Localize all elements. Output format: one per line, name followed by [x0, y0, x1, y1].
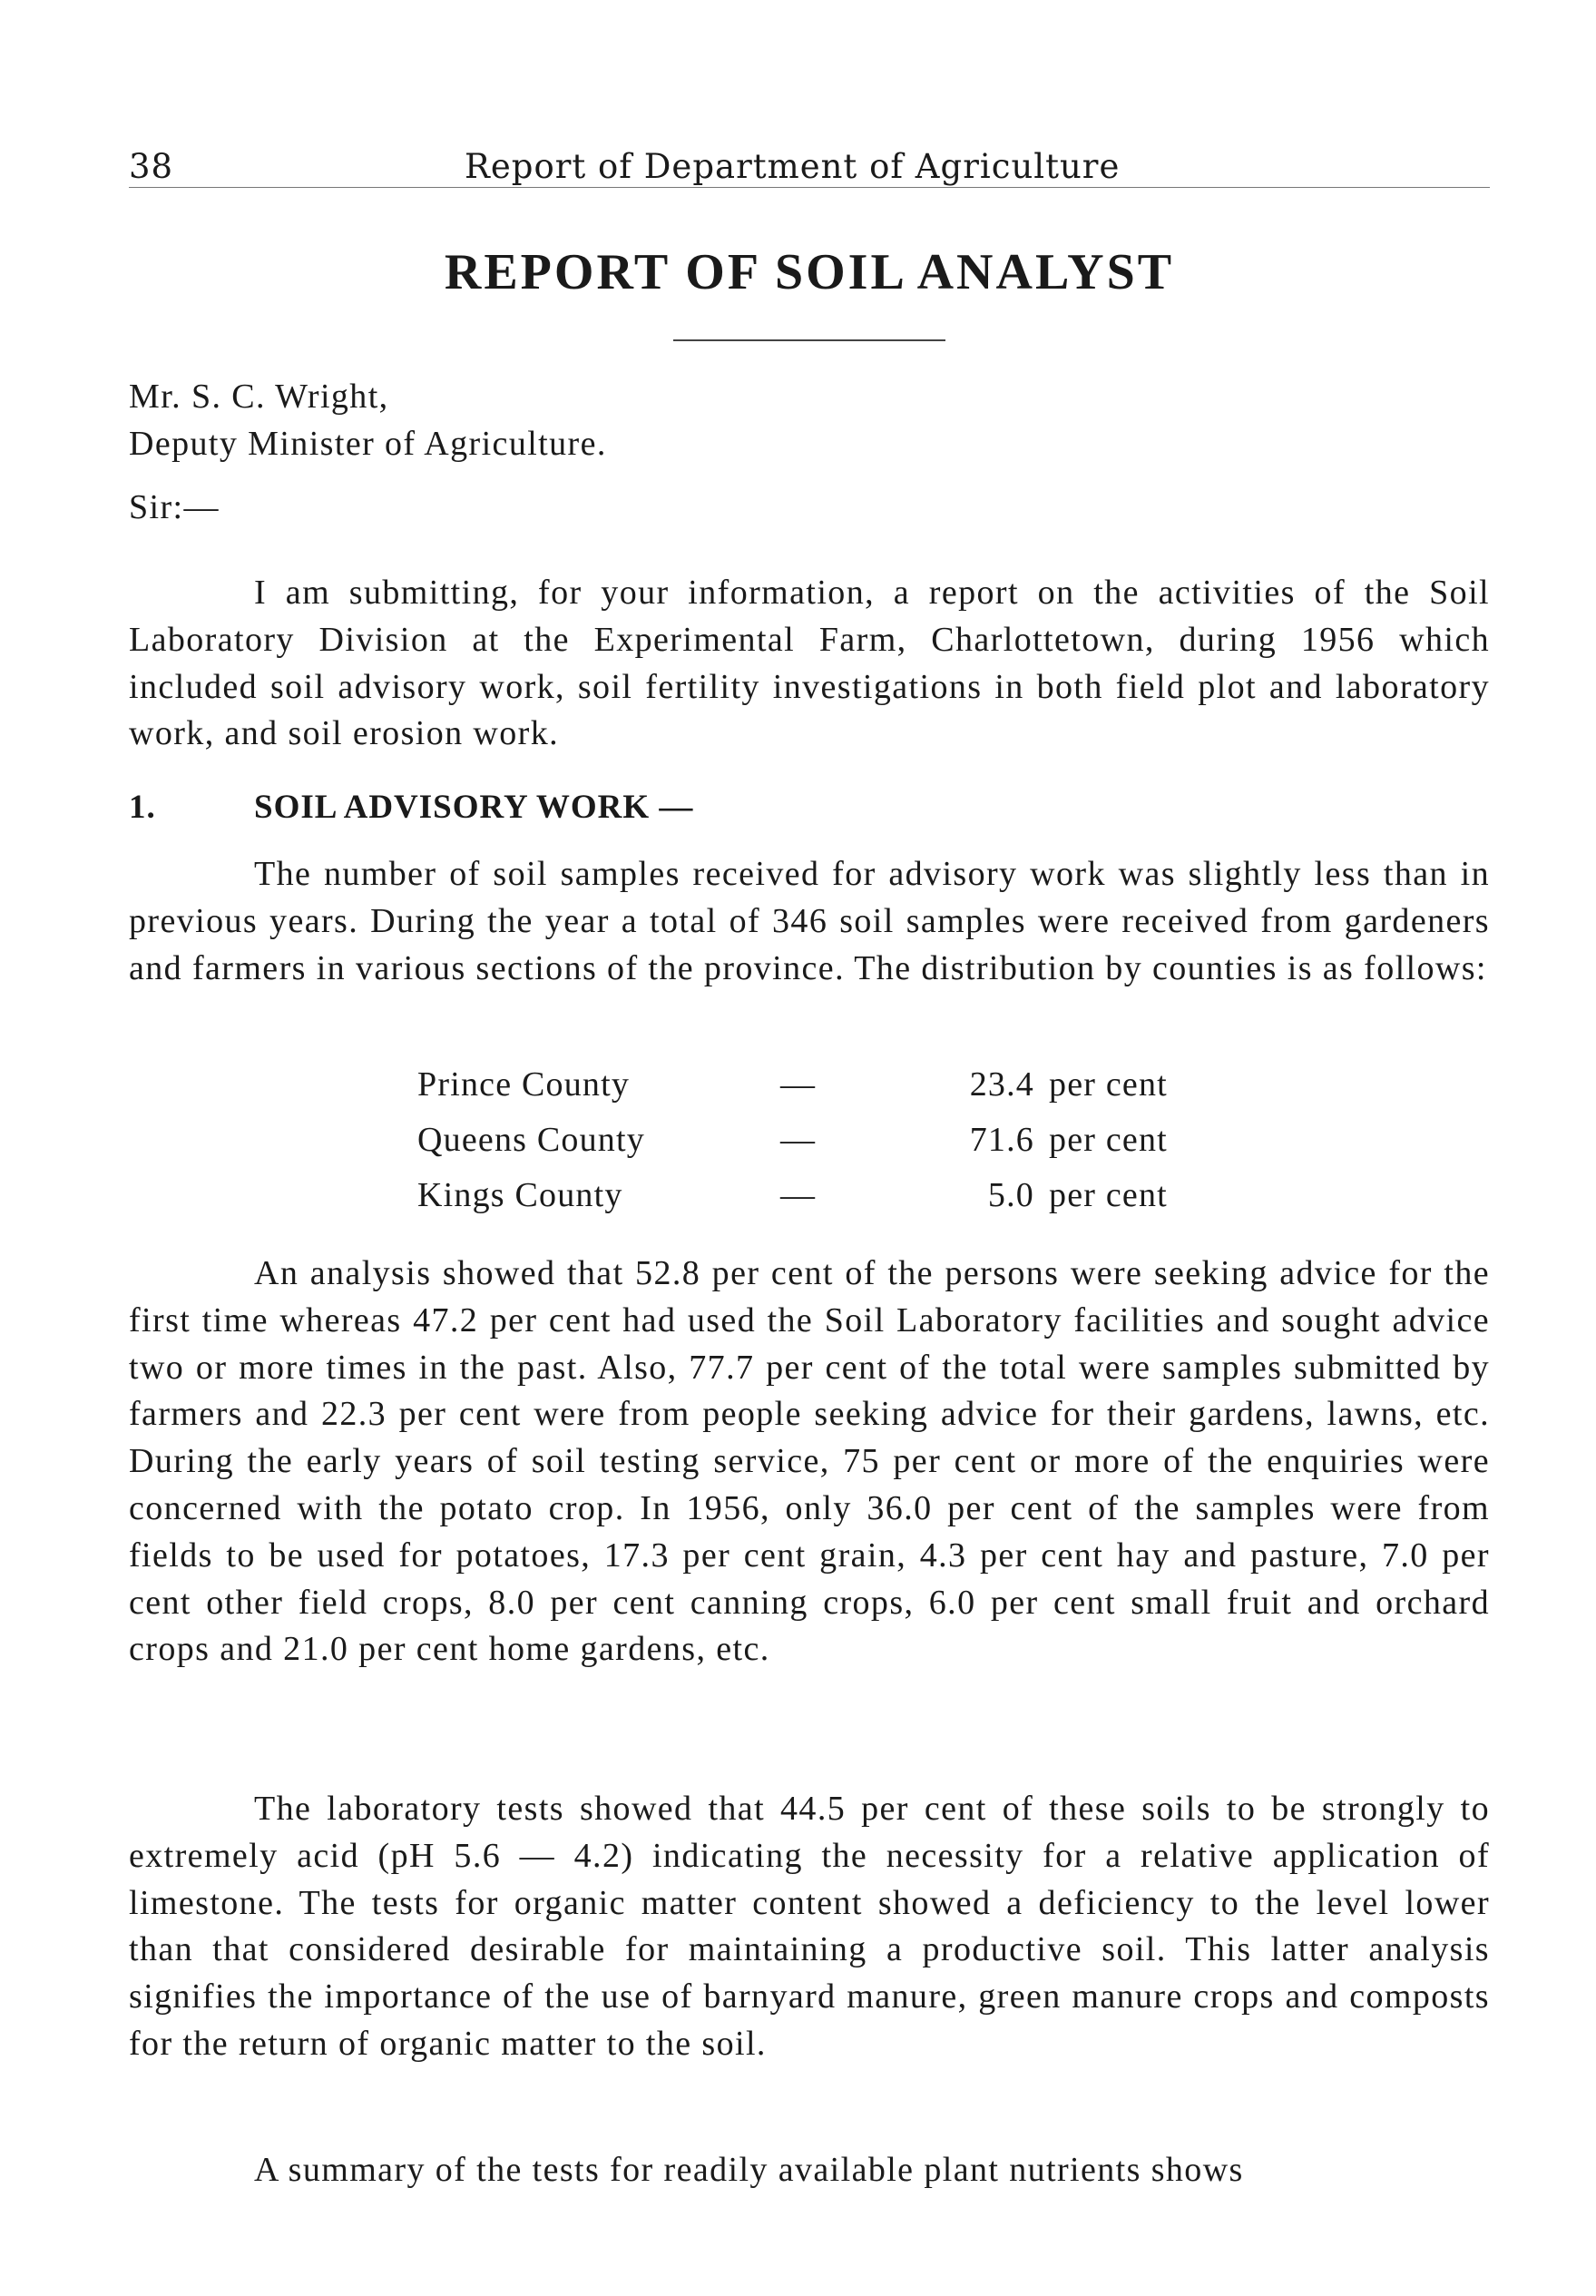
- county-unit: per cent: [1049, 1120, 1168, 1159]
- county-name: Queens County: [417, 1120, 645, 1159]
- dash: —: [780, 1120, 817, 1159]
- section-paragraph-4: [129, 2147, 1490, 2194]
- section-paragraph-4-text: A summary of the tests for readily available plant nutrients shows: [254, 2151, 1244, 2189]
- addressee: Mr. S. C. Wright,: [129, 378, 389, 416]
- document-page: [129, 136, 1490, 2189]
- table-row: [417, 1167, 1248, 1222]
- dash: —: [780, 1065, 817, 1104]
- county-value: 23.4: [969, 1065, 1034, 1104]
- header-rule: [129, 187, 1490, 188]
- report-title: REPORT OF SOIL ANALYST: [444, 244, 1175, 300]
- dash: —: [780, 1175, 817, 1214]
- county-unit: per cent: [1049, 1065, 1168, 1104]
- running-title: Report of Department of Agriculture: [465, 147, 1121, 186]
- page-number: 38: [129, 147, 174, 186]
- county-name: Kings County: [417, 1175, 623, 1214]
- greeting: Sir:—: [129, 488, 220, 526]
- section-paragraph-1-text: The number of soil samples received for advisory work was slightly less than in previous years. During the year a total of 346 soil samples were received from gardeners and farmers in various sections of the province. The distribution by counties is as follows:: [129, 855, 1490, 987]
- section-number: 1.: [129, 789, 156, 826]
- running-header: [129, 136, 1490, 189]
- county-name: Prince County: [417, 1065, 631, 1104]
- section-paragraph-3: [129, 1786, 1490, 2068]
- county-value: 71.6: [969, 1120, 1034, 1159]
- section-paragraph-1: [129, 851, 1490, 992]
- intro-paragraph-text: I am submitting, for your information, a report on the activities of the Soil Laboratory Division at the Experimental Farm, Charlottetown, during 1956 which included soil advisory work, soil fertility investigations in both field plot and laboratory work, and soil erosion work.: [129, 574, 1490, 753]
- table-row: [417, 1112, 1248, 1167]
- table-row: [417, 1056, 1248, 1112]
- county-value: 5.0: [987, 1175, 1034, 1214]
- section-paragraph-3-text: The laboratory tests showed that 44.5 per cent of these soils to be strongly to extremely acid (pH 5.6 — 4.2) indicating the necessity for a relative application of limestone. The tests for organic matter content showed a deficiency to the level lower than that considered desirable for maintaining a productive soil. This latter analysis signifies the importance of the use of barnyard manure, green manure crops and composts for the return of organic matter to the soil.: [129, 1790, 1490, 2063]
- section-paragraph-2: [129, 1251, 1490, 1673]
- county-unit: per cent: [1049, 1175, 1168, 1214]
- county-distribution-table: [417, 1056, 1248, 1222]
- title-rule: [673, 339, 945, 341]
- section-paragraph-2-text: An analysis showed that 52.8 per cent of the persons were seeking advice for the first time whereas 47.2 per cent had used the Soil Laboratory facilities and sought advice two or more times in the past. Also, 77.7 per cent of the total were samples submitted by farmers and 22.3 per cent were from people seeking advice for their gardens, lawns, etc. During the early years of soil testing service, 75 per cent or more of the enquiries were concerned with the potato crop. In 1956, only 36.0 per cent of the samples were from fields to be used for potatoes, 17.3 per cent grain, 4.3 per cent hay and pasture, 7.0 per cent other field crops, 8.0 per cent canning crops, 6.0 per cent small fruit and orchard crops and 21.0 per cent home gardens, etc.: [129, 1254, 1490, 1669]
- addressee-position: Deputy Minister of Agriculture.: [129, 425, 607, 463]
- intro-paragraph: [129, 570, 1490, 758]
- section-title: SOIL ADVISORY WORK —: [254, 789, 694, 826]
